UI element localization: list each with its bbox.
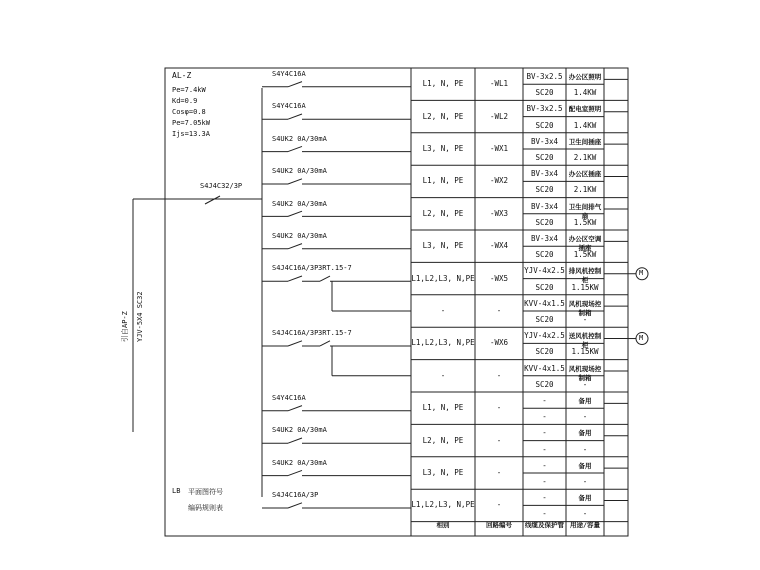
breaker-contact [288, 470, 302, 475]
power-cell: 2.1KW [573, 153, 597, 162]
contactor-contact [320, 276, 330, 281]
contactor-label: 3RT.15-7 [318, 264, 352, 273]
col-loop: 回路编号 [486, 521, 512, 529]
panel-param-cos: Cosφ=0.8 [172, 108, 206, 116]
panel-param-pe: Pe=7.4kW [172, 86, 206, 94]
motor-label: M [639, 268, 644, 277]
desc-cell: 备用 [578, 397, 592, 405]
desc-cell: 办公区插座 [568, 170, 602, 179]
loop-cell: - [496, 468, 502, 477]
cable-cell: BV-3x4 [530, 234, 559, 243]
cable-cell: KVV-4x1.5 [524, 363, 565, 373]
power-cell: - [582, 379, 588, 389]
breaker-contact [288, 146, 302, 151]
breaker-label: S4UK2 0A/30mA [272, 134, 327, 143]
desc-cell: 风机现场控制箱 [568, 299, 602, 317]
cable-cell: - [542, 396, 547, 405]
loop-cell: -WX6 [489, 338, 509, 348]
breaker-contact [288, 211, 302, 216]
power-cell: 1.5KW [573, 217, 597, 227]
phase-cell: - [440, 370, 446, 380]
motor-label: M [639, 333, 644, 342]
breaker-label: S4J4C16A/3P [272, 329, 319, 338]
conduit-cell: SC20 [535, 153, 554, 162]
breaker-label: S4UK2 0A/30mA [272, 199, 327, 208]
feeder-source: 引自AP-Z [121, 311, 129, 342]
power-cell: - [582, 477, 588, 486]
loop-cell: -WX4 [489, 241, 509, 251]
desc-cell: 卫生间插座 [568, 137, 602, 146]
main-breaker-label: S4J4C32/3P [200, 182, 243, 190]
power-cell: 1.15KW [571, 347, 599, 357]
phase-cell: L3, N, PE [422, 144, 464, 153]
breaker-label: S4Y4C16A [272, 102, 306, 111]
phase-cell: L1, N, PE [422, 176, 464, 186]
power-cell: 2.1KW [573, 185, 597, 195]
cable-cell: - [542, 460, 547, 470]
panel-param-kd: Kd=0.9 [172, 97, 198, 105]
cable-cell: - [542, 493, 547, 503]
col-desc: 用途/容量 [570, 521, 600, 529]
cable-cell: BV-3x2.5 [526, 72, 563, 81]
desc-cell: 排风机控制柜 [568, 267, 602, 285]
breaker-contact [288, 179, 302, 184]
phase-cell: L1, N, PE [422, 403, 464, 413]
loop-cell: -WL1 [489, 79, 509, 89]
loop-cell: -WX3 [489, 208, 509, 218]
cable-cell: BV-3x2.5 [526, 104, 563, 114]
loop-cell: -WL2 [489, 111, 509, 121]
breaker-contact [288, 114, 302, 119]
phase-cell: L3, N, PE [422, 241, 464, 251]
loop-cell: -WX1 [489, 144, 509, 153]
phase-cell: L1,L2,L3, N,PE [411, 273, 475, 283]
loop-cell: - [496, 403, 502, 413]
power-cell: - [582, 412, 588, 422]
power-cell: - [582, 444, 588, 454]
conduit-cell: - [542, 477, 547, 486]
conduit-cell: SC20 [535, 315, 554, 324]
panel-param-ijs: Ijs=13.3A [172, 130, 210, 138]
breaker-contact [288, 244, 302, 249]
breaker-label: S4UK2 0A/30mA [272, 232, 327, 240]
loop-cell: - [496, 370, 502, 380]
phase-cell: - [440, 306, 446, 315]
cable-cell: - [542, 428, 547, 438]
power-cell: - [582, 315, 588, 324]
cable-cell: BV-3x4 [530, 136, 559, 146]
breaker-contact [288, 503, 302, 508]
conduit-cell: - [542, 444, 547, 454]
desc-cell: 备用 [578, 494, 592, 503]
breaker-contact [288, 438, 302, 443]
phase-cell: L1, N, PE [422, 79, 464, 89]
conduit-cell: SC20 [535, 217, 554, 227]
phase-cell: L1,L2,L3, N,PE [411, 500, 475, 510]
note-line2: 编码规则表 [188, 504, 223, 512]
power-cell: - [582, 509, 588, 519]
cable-cell: YJV-4x2.5 [524, 331, 565, 341]
contactor-contact [320, 341, 330, 346]
conduit-cell: SC20 [535, 379, 554, 389]
conduit-cell: - [542, 412, 547, 422]
desc-cell: 配电室照明 [568, 105, 602, 114]
conduit-cell: SC20 [535, 282, 554, 292]
feeder-cable: YJV-5X4 SC32 [136, 291, 144, 342]
phase-cell: L2, N, PE [422, 435, 464, 445]
loop-cell: - [496, 435, 502, 445]
cable-cell: YJV-4x2.5 [524, 266, 565, 276]
breaker-label: S4UK2 0A/30mA [272, 167, 327, 176]
breaker-label: S4J4C16A/3P [272, 491, 319, 500]
breaker-contact [288, 406, 302, 411]
loop-cell: - [496, 500, 502, 510]
col-phase: 相别 [436, 521, 450, 529]
cable-cell: BV-3x4 [530, 169, 559, 179]
cable-cell: BV-3x4 [530, 201, 559, 211]
breaker-contact [288, 276, 302, 281]
desc-cell: 备用 [578, 429, 592, 438]
breaker-contact [288, 341, 302, 346]
breaker-label: S4UK2 0A/30mA [272, 458, 327, 467]
cable-cell: KVV-4x1.5 [524, 298, 565, 308]
power-cell: 1.4KW [573, 88, 597, 98]
phase-cell: L3, N, PE [422, 468, 464, 477]
phase-cell: L1,L2,L3, N,PE [411, 338, 475, 348]
breaker-label: S4J4C16A/3P [272, 264, 319, 273]
desc-cell: 办公区空调插座 [568, 235, 602, 252]
col-cable: 线缆及保护管 [525, 521, 564, 529]
breaker-label: S4Y4C16A [272, 394, 306, 402]
phase-cell: L2, N, PE [422, 111, 464, 121]
loop-cell: - [496, 306, 502, 315]
loop-cell: -WX5 [489, 273, 509, 283]
conduit-cell: SC20 [535, 347, 554, 357]
contactor-label: 3RT.15-7 [318, 329, 352, 338]
breaker-contact [288, 82, 302, 87]
conduit-cell: SC20 [535, 185, 554, 195]
breaker-label: S4Y4C16A [272, 70, 306, 78]
desc-cell: 备用 [578, 461, 592, 470]
desc-cell: 送风机控制柜 [568, 332, 602, 350]
conduit-cell: SC20 [535, 250, 554, 260]
phase-cell: L2, N, PE [422, 208, 464, 218]
power-cell: 1.15KW [571, 282, 599, 292]
power-cell: 1.4KW [573, 120, 597, 130]
breaker-label: S4UK2 0A/30mA [272, 426, 327, 435]
conduit-cell: - [542, 509, 547, 519]
conduit-cell: SC20 [535, 120, 554, 130]
conduit-cell: SC20 [535, 88, 554, 98]
loop-cell: -WX2 [489, 176, 509, 186]
desc-cell: 卫生间排气扇 [568, 202, 602, 220]
desc-cell: 风机现场控制箱 [568, 364, 602, 382]
panel-param-pjs: Pe=7.05kW [172, 119, 210, 127]
note-line1: 平面图符号 [188, 488, 223, 496]
desc-cell: 办公区照明 [568, 73, 602, 81]
note-label: LB [172, 487, 181, 495]
power-cell: 1.5KW [573, 250, 597, 260]
panel-id: AL-Z [172, 71, 192, 80]
